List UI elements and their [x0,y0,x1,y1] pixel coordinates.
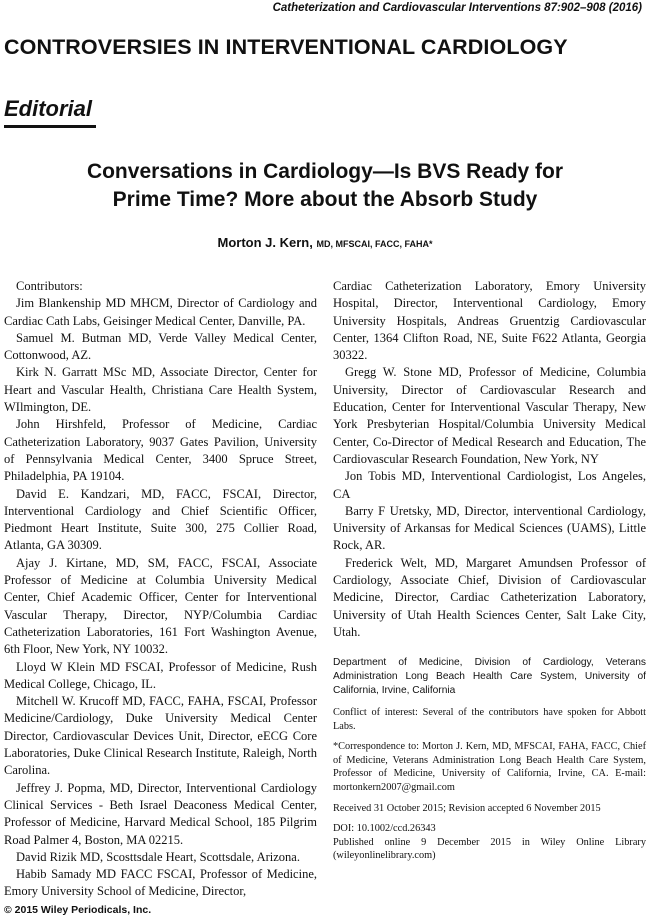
contributor-entry: Ajay J. Kirtane, MD, SM, FACC, FSCAI, Associate Professor of Medicine at Columbia University Medical Center, Chief Academic Officer, Center for Interventional Vascular Therapy, Director, NYP/Columbia Cardiac Catheterization Laboratories, 161 Fort Washington Avenue, 6th Floor, New York, NY 10032. [4,555,317,657]
copyright: © 2015 Wiley Periodicals, Inc. [4,904,152,916]
author-credentials: MD, MFSCAI, FACC, FAHA* [316,239,433,249]
contributors-heading: Contributors: [16,279,83,293]
contributor-entry: David Rizik MD, Scosttsdale Heart, Scottsdale, Arizona. [16,849,300,864]
author-name: Morton J. Kern, [217,235,313,250]
article-type-underline [4,125,96,128]
contributor-entry: Gregg W. Stone MD, Professor of Medicine, Columbia University, Director of Cardiovascular Research and Education, Center for Interventional Vascular Therapy, New York Presbyterian Hospital/Columbia University Medical Center, Co-Director of Medical Research and Education, The Cardiovascular Research Foundation, New York, NY [333,365,646,466]
article-type-label: Editorial [4,96,93,121]
contributor-entry: Mitchell W. Krucoff MD, FACC, FAHA, FSCAI, Professor Medicine/Cardiology, Duke University Medical Center Director, Cardiovascular Devices Unit, Director, eECG Core Laboratories, Duke Clinical Research Institute, Raleigh, North Carolina. [4,694,317,778]
contributor-entry: Lloyd W Klein MD FSCAI, Professor of Medicine, Rush Medical College, Chicago, IL. [4,659,317,691]
article-title [0,158,650,214]
section-title: CONTROVERSIES IN INTERVENTIONAL CARDIOLOGY [4,35,568,59]
contributors-column-left [4,278,317,901]
published-online: Published online 9 December 2015 in Wiley Online Library (wileyonlinelibrary.com) [333,836,646,862]
journal-header: Catheterization and Cardiovascular Interventions 87:902–908 (2016) [272,2,642,14]
contributor-entry: Jeffrey J. Popma, MD, Director, Interventional Cardiology Clinical Services - Beth Israel Deaconess Medical Center, Professor of Medicine, Harvard Medical School, 185 Pilgrim Road Palmer 4, Boston, MA 02215. [4,780,317,847]
contributor-entry: Frederick Welt, MD, Margaret Amundsen Professor of Cardiology, Associate Chief, Division of Cardiovascular Medicine, Director, Cardiac Catheterization Laboratory, University of Utah Health Sciences Center, Salt Lake City, Utah. [333,555,646,639]
affiliation: Department of Medicine, Division of Cardiology, Veterans Administration Long Beach Health Care System, University of California, Irvine, California [333,657,646,696]
contributor-entry: Samuel M. Butman MD, Verde Valley Medical Center, Cottonwood, AZ. [4,330,317,363]
received-dates: Received 31 October 2015; Revision accepted 6 November 2015 [333,802,601,814]
contributor-entry: Habib Samady MD FACC FSCAI, Professor of Medicine, Emory University School of Medicine, Director, [4,867,317,899]
article-title-line-1: Conversations in Cardiology—Is BVS Ready for [86,160,564,183]
footnotes [333,656,646,870]
contributor-entry: John Hirshfeld, Professor of Medicine, Cardiac Catheterization Laboratory, 9037 Gates Pavilion, University of Pennsylvania Medical Center, 3400 Spruce Street, Philadelphia, PA 19104. [4,417,317,484]
contributor-entry: Jon Tobis MD, Interventional Cardiologist, Los Angeles, CA [333,469,646,501]
contributor-entry: Kirk N. Garratt MSc MD, Associate Director, Center for Heart and Vascular Health, Christiana Care Health System, WIlmington, DE. [4,365,317,415]
doi: DOI: 10.1002/ccd.26343 [333,823,436,835]
contributor-entry-continued: Cardiac Catheterization Laboratory, Emory University Hospital, Director, Interventional Cardiology, Emory University Hospitals, Andreas Gruentzig Cardiovascular Center, 1364 Clifton Road, NE, Suite F622 Atlanta, Georgia 30322. [333,279,646,363]
article-title-line-2: Prime Time? More about the Absorb Study [112,188,538,211]
correspondence: *Correspondence to: Morton J. Kern, MD, MFSCAI, FAHA, FACC, Chief of Medicine, Veterans Administration Long Beach Health Care System, Professor of Medicine, University of California, Irvine, CA. E-mail: mortonkern2007@gmail.com [333,741,646,793]
author-byline [0,235,650,250]
conflict-of-interest: Conflict of interest: Several of the contributors have spoken for Abbott Labs. [333,707,646,732]
contributor-entry: David E. Kandzari, MD, FACC, FSCAI, Director, Interventional Cardiology and Chief Scientific Officer, Piedmont Heart Institute, Suite 300, 275 Collier Road, Atlanta, GA 30309. [4,486,317,553]
contributor-entry: Jim Blankenship MD MHCM, Director of Cardiology and Cardiac Cath Labs, Geisinger Medical Center, Danville, PA. [4,296,317,328]
contributors-column-right [333,278,646,641]
contributor-entry: Barry F Uretsky, MD, Director, interventional Cardiology, University of Arkansas for Medical Sciences (UAMS), Little Rock, AR. [333,503,646,553]
